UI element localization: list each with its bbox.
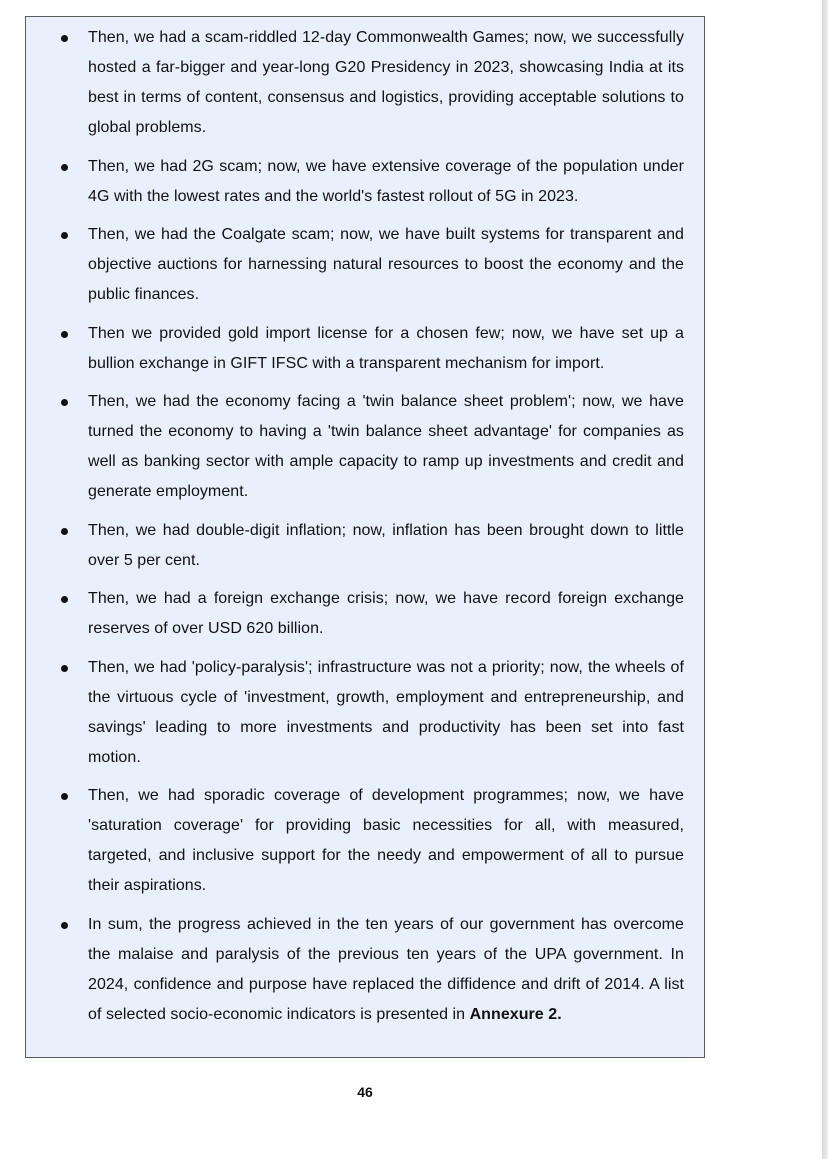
list-item-text: Then, we had 2G scam; now, we have extensive coverage of the population under 4G with the lowest rates and the world's fastest rollout of 5G in 2023.: [88, 157, 684, 205]
bullet-icon: [61, 922, 68, 929]
list-item: [26, 152, 704, 212]
annexure-reference: Annexure 2.: [469, 1005, 562, 1023]
list-item-text: Then, we had sporadic coverage of development programmes; now, we have 'saturation coverage' for providing basic necessities for all, with measured, targeted, and inclusive support for the needy and empowerment of all to pursue their aspirations.: [88, 787, 684, 894]
list-item-text: Then we provided gold import license for a chosen few; now, we have set up a bullion exchange in GIFT IFSC with a transparent mechanism for import.: [88, 324, 684, 372]
bullet-icon: [61, 528, 68, 535]
bullet-icon: [61, 232, 68, 239]
page-number: 46: [357, 1084, 373, 1100]
bullet-icon: [61, 164, 68, 171]
list-item: [26, 781, 704, 901]
bullet-icon: [61, 399, 68, 406]
list-item-text: Then, we had a scam-riddled 12-day Commonwealth Games; now, we successfully hosted a far-bigger and year-long G20 Presidency in 2023, showcasing India at its best in terms of content, consensus and logistics, providing acceptable solutions to global problems.: [88, 29, 684, 136]
list-item: [26, 584, 704, 644]
list-item-text: In sum, the progress achieved in the ten years of our government has overcome the malaise and paralysis of the previous ten years of the UPA government. In 2024, confidence and purpose have replaced the diffidence and drift of 2014. A list of selected socio-economic indicators is presented in: [88, 915, 684, 1023]
bullet-icon: [61, 665, 68, 672]
bullet-list: [26, 23, 704, 1038]
bullet-icon: [61, 331, 68, 338]
list-item-text: Then, we had double-digit inflation; now, inflation has been brought down to little over 5 per cent.: [88, 521, 684, 569]
list-item: [26, 319, 704, 379]
list-item: [26, 387, 704, 507]
list-item-summary: [26, 910, 704, 1030]
list-item-text: Then, we had the economy facing a 'twin balance sheet problem'; now, we have turned the economy to having a 'twin balance sheet advantage' for companies as well as banking sector with ample capacity to ramp up investments and credit and generate employment.: [88, 393, 684, 500]
list-item-text: Then, we had 'policy-paralysis'; infrastructure was not a priority; now, the wheels of the virtuous cycle of 'investment, growth, employment and entrepreneurship, and savings' leading to more investments and productivity has been set into fast motion.: [88, 658, 684, 766]
list-item: [26, 516, 704, 576]
list-item: [26, 653, 704, 773]
page-edge-shadow: [822, 0, 828, 1159]
bullet-icon: [61, 35, 68, 42]
list-item-text: Then, we had the Coalgate scam; now, we have built systems for transparent and objective auctions for harnessing natural resources to boost the economy and the public finances.: [88, 226, 684, 303]
bullet-icon: [61, 793, 68, 800]
list-item: [26, 220, 704, 310]
list-item: [26, 23, 704, 143]
bullet-icon: [61, 596, 68, 603]
highlight-box: [25, 16, 705, 1058]
list-item-text: Then, we had a foreign exchange crisis; now, we have record foreign exchange reserves of over USD 620 billion.: [88, 590, 684, 637]
